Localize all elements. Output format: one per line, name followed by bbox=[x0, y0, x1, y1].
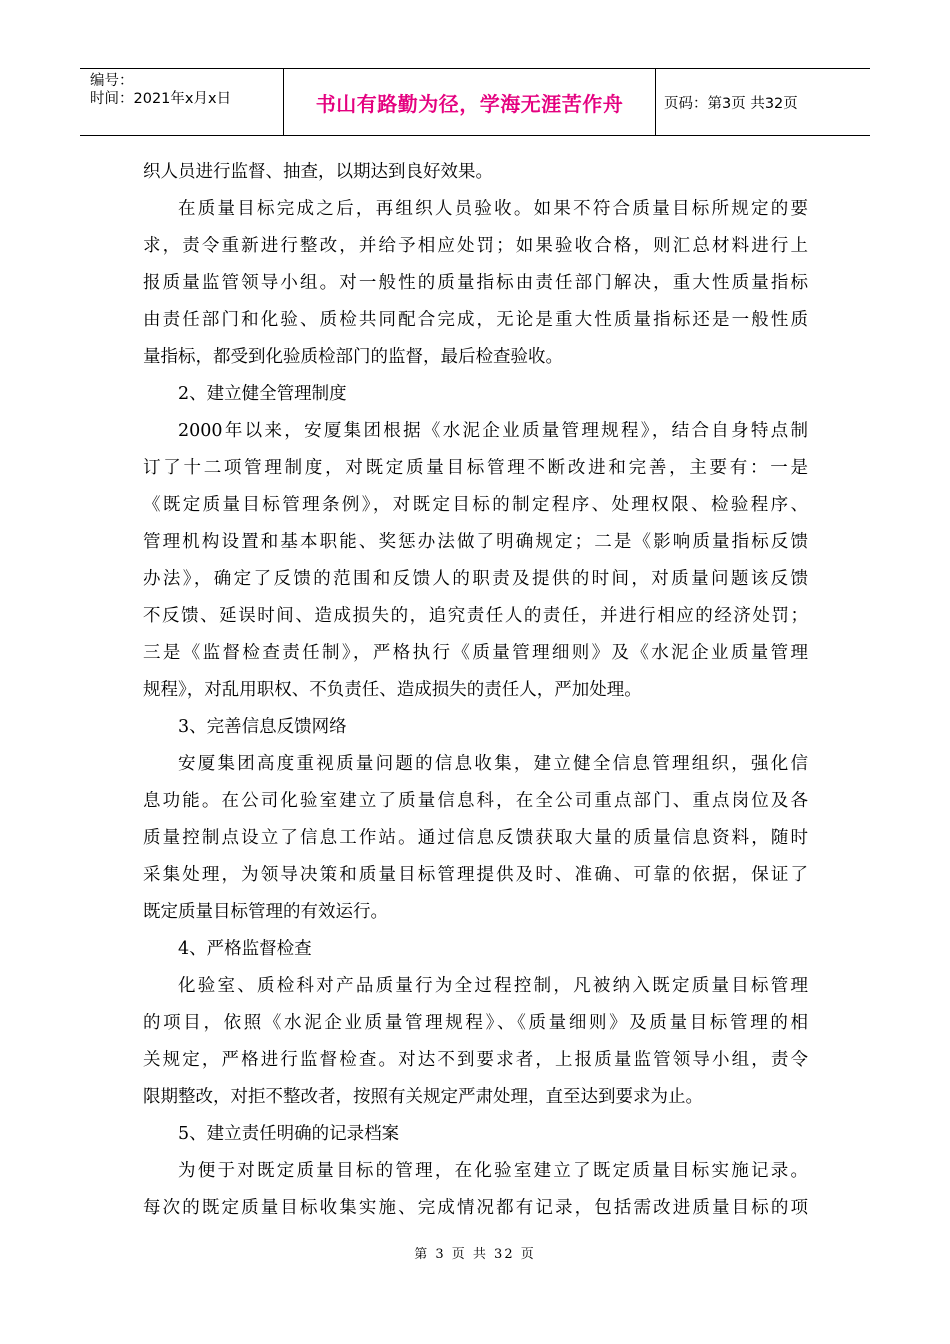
body-line: 三是《监督检查责任制》，严格执行《质量管理细则》及《水泥企业质量管理 bbox=[143, 643, 808, 663]
body-line: 不反馈、延误时间、造成损失的，追究责任人的责任，并进行相应的经济处罚； bbox=[143, 606, 808, 626]
body-line: 在质量目标完成之后，再组织人员验收。如果不符合质量目标所规定的要 bbox=[178, 199, 808, 219]
body-line: 由责任部门和化验、质检共同配合完成，无论是重大性质量指标还是一般性质 bbox=[143, 310, 808, 330]
body-line: 安厦集团高度重视质量问题的信息收集，建立健全信息管理组织，强化信 bbox=[178, 754, 808, 774]
document-body bbox=[143, 154, 808, 1227]
body-line: 求，责令重新进行整改，并给予相应处罚；如果验收合格，则汇总材料进行上 bbox=[143, 236, 808, 256]
body-line: 采集处理，为领导决策和质量目标管理提供及时、准确、可靠的依据，保证了 bbox=[143, 865, 808, 885]
body-line: 关规定，严格进行监督检查。对达不到要求者，上报质量监管领导小组，责令 bbox=[143, 1050, 808, 1070]
body-line: 管理机构设置和基本职能、奖惩办法做了明确规定；二是《影响质量指标反馈 bbox=[143, 532, 808, 552]
body-line: 的项目，依照《水泥企业质量管理规程》、《质量细则》及质量目标管理的相 bbox=[143, 1013, 808, 1033]
document-header bbox=[80, 68, 870, 136]
body-line: 每次的既定质量目标收集实施、完成情况都有记录，包括需改进质量目标的项 bbox=[143, 1198, 808, 1218]
body-line: 《既定质量目标管理条例》，对既定目标的制定程序、处理权限、检验程序、 bbox=[143, 495, 808, 515]
body-line: 为便于对既定质量目标的管理，在化验室建立了既定质量目标实施记录。 bbox=[178, 1161, 808, 1181]
body-line: 质量控制点设立了信息工作站。通过信息反馈获取大量的质量信息资料，随时 bbox=[143, 828, 808, 848]
document-time-label: 时间：2021年x月x日 bbox=[90, 91, 232, 107]
body-line: 化验室、质检科对产品质量行为全过程控制，凡被纳入既定质量目标管理 bbox=[178, 976, 808, 996]
body-line: 办法》，确定了反馈的范围和反馈人的职责及提供的时间，对质量问题该反馈 bbox=[143, 569, 808, 589]
body-line: 5、建立责任明确的记录档案 bbox=[178, 1124, 400, 1144]
document-number-label: 编号： bbox=[90, 73, 134, 89]
page-footer: 第 3 页 共 32 页 bbox=[414, 1247, 536, 1262]
body-line: 规程》，对乱用职权、不负责任、造成损失的责任人，严加处理。 bbox=[143, 680, 642, 700]
body-line: 既定质量目标管理的有效运行。 bbox=[143, 902, 388, 922]
body-line: 限期整改，对拒不整改者，按照有关规定严肃处理，直至达到要求为止。 bbox=[143, 1087, 703, 1107]
header-meta-cell bbox=[80, 69, 284, 135]
body-line: 4、严格监督检查 bbox=[178, 939, 312, 959]
header-page-info: 页码：第3页 共32页 bbox=[664, 95, 798, 112]
body-line: 量指标，都受到化验质检部门的监督，最后检查验收。 bbox=[143, 347, 563, 367]
body-line: 息功能。在公司化验室建立了质量信息科，在全公司重点部门、重点岗位及各 bbox=[143, 791, 808, 811]
body-line: 订了十二项管理制度，对既定质量目标管理不断改进和完善，主要有：一是 bbox=[143, 458, 808, 478]
body-line: 报质量监管领导小组。对一般性的质量指标由责任部门解决，重大性质量指标 bbox=[143, 273, 808, 293]
body-line: 3、完善信息反馈网络 bbox=[178, 717, 347, 737]
body-line: 织人员进行监督、抽查，以期达到良好效果。 bbox=[143, 162, 493, 182]
header-motto: 书山有路勤为径，学海无涯苦作舟 bbox=[284, 69, 656, 135]
body-line: 2000年以来，安厦集团根据《水泥企业质量管理规程》，结合自身特点制 bbox=[178, 421, 808, 441]
body-line: 2、建立健全管理制度 bbox=[178, 384, 347, 404]
